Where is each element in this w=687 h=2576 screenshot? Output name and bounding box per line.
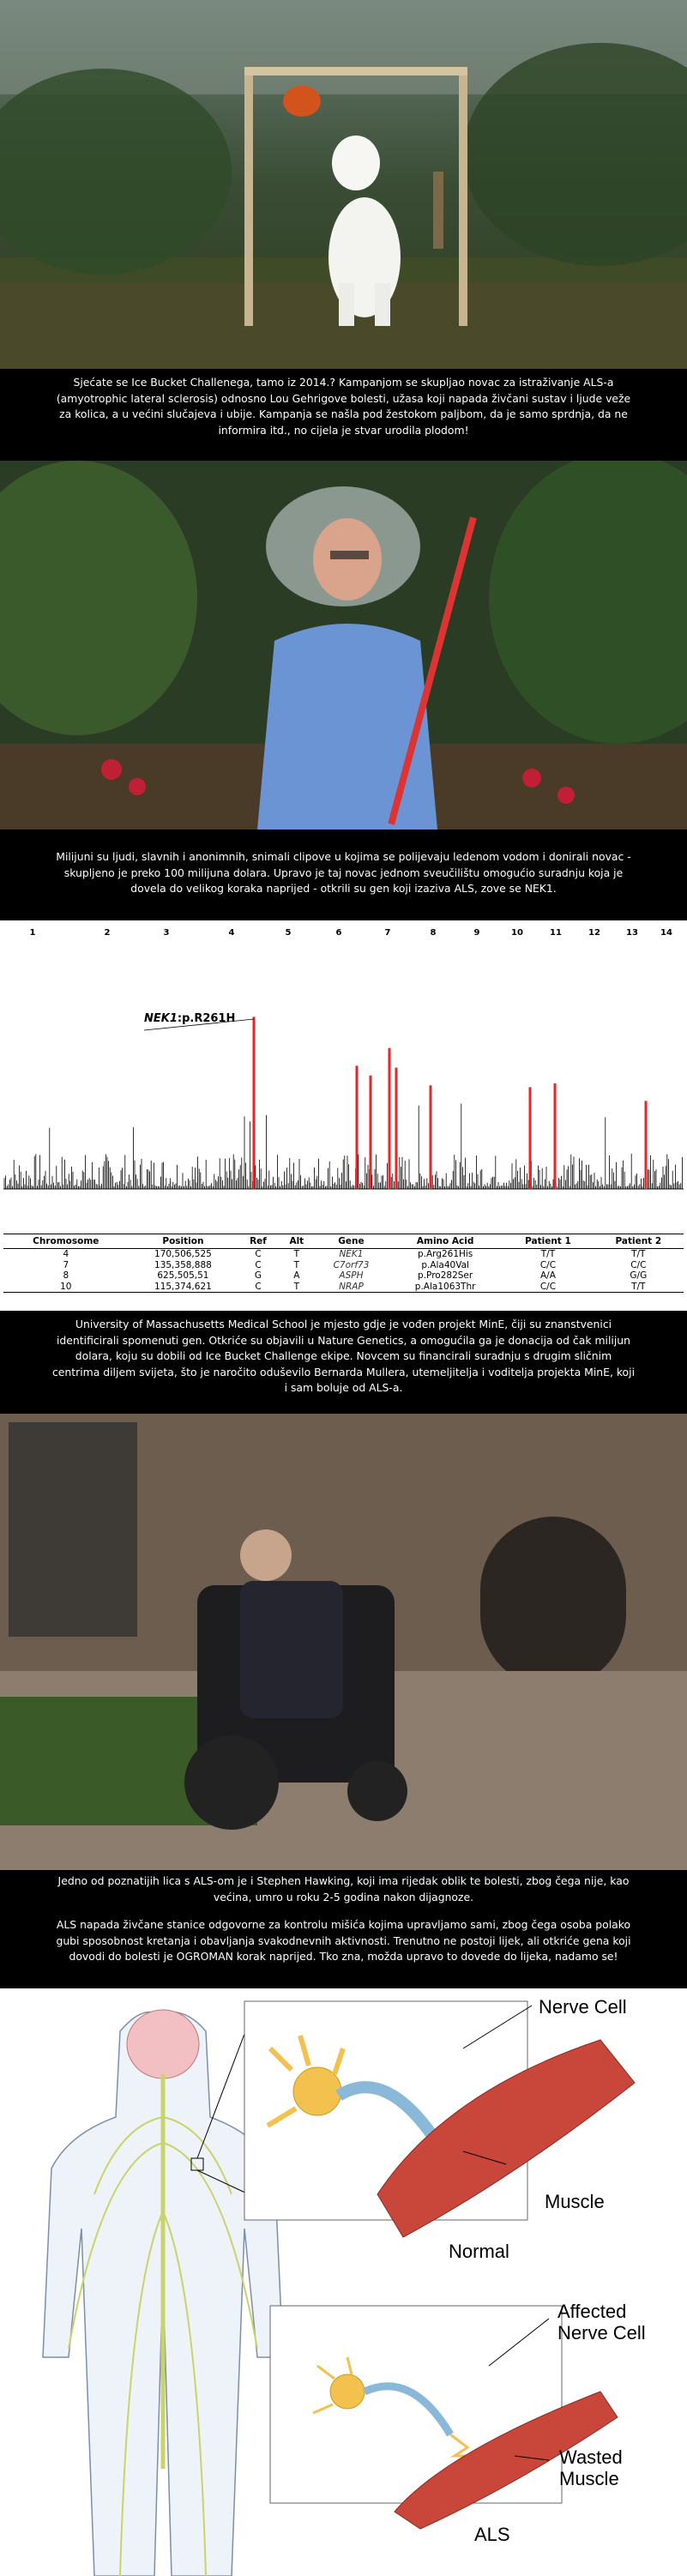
table-cell: 8 xyxy=(63,1270,69,1281)
table-cell: C/C xyxy=(539,1259,557,1270)
label-affected: Affected xyxy=(557,2301,627,2322)
header-alt: Alt xyxy=(279,1234,315,1249)
table-cell: NEK1 xyxy=(339,1249,364,1259)
hawking-photo xyxy=(0,1414,687,1870)
chromosome-tick-11: 11 xyxy=(550,928,562,938)
hawking-caption-text: Jedno od poznatijih lica s ALS-om je i Stephen Hawking, koji ima rijedak oblik te bolesti, zbog čega nije, kao većina, umro u roku 2-5 godina nakon dijagnoze. xyxy=(57,1874,630,1903)
chromosome-tick-7: 7 xyxy=(384,928,391,938)
brain-icon xyxy=(127,2010,199,2078)
nek1-gene-name: NEK1 xyxy=(144,1012,178,1025)
gates-photo-illustration xyxy=(0,461,687,830)
header-ref: Ref xyxy=(238,1234,278,1249)
chromosome-tick-3: 3 xyxy=(163,928,170,938)
table-cell: 115,374,621 xyxy=(129,1282,238,1293)
chromosome-tick-9: 9 xyxy=(473,928,480,938)
umass-caption-text: University of Massachusetts Medical School je mjesto gdje je vođen projekt MinE, čiji su znanstvenici identificirali spomenuti gen. Otkriće su objavili u Nature Genetics, a omogućila ga je donacija od čak milijun dolara, koju su dobili od Ice Bucket Challenge ekipe. Novcem su financirali suradnju s drugim sličnim centrima diljem svijeta, što je naročito oduševilo Bernarda Mullera, utemeljitelja i voditelja projekta MinE, koji i sam boluje od ALS-a. xyxy=(51,1318,636,1394)
table-row xyxy=(3,1260,684,1271)
table-cell: T/T xyxy=(594,1282,684,1293)
chromosome-tick-1: 1 xyxy=(29,928,36,938)
header-chromosome: Chromosome xyxy=(3,1234,129,1249)
chromosome-tick-12: 12 xyxy=(588,928,600,938)
table-cell: 135,358,888 xyxy=(154,1259,212,1270)
table-cell: G xyxy=(254,1270,262,1281)
header-amino-acid: Amino Acid xyxy=(388,1234,503,1249)
table-cell: T/T xyxy=(540,1249,556,1259)
label-als: ALS xyxy=(474,2524,510,2545)
table-cell: C/C xyxy=(503,1282,593,1293)
header-patient-2: Patient 2 xyxy=(594,1234,684,1249)
gene-chart-panel xyxy=(0,920,687,1311)
table-cell: C/C xyxy=(630,1259,647,1270)
table-cell: ASPH xyxy=(339,1270,364,1281)
table-cell: 10 xyxy=(3,1282,129,1293)
chromosome-tick-8: 8 xyxy=(430,928,437,938)
table-cell: 7 xyxy=(63,1259,69,1270)
table-cell: A xyxy=(293,1270,300,1281)
table-cell: T xyxy=(293,1259,300,1270)
variant-table xyxy=(3,1234,684,1293)
label-nerve-cell-2: Nerve Cell xyxy=(557,2322,646,2344)
label-muscle-2: Muscle xyxy=(559,2468,619,2489)
table-cell: 170,506,525 xyxy=(154,1249,212,1259)
nek1-variant: :p.R261H xyxy=(177,1012,236,1025)
chromosome-tick-13: 13 xyxy=(626,928,638,938)
umass-caption xyxy=(0,1317,687,1403)
table-cell: G/G xyxy=(630,1270,648,1281)
chromosome-tick-4: 4 xyxy=(228,928,235,938)
label-muscle: Muscle xyxy=(545,2191,605,2212)
intro-caption xyxy=(0,375,687,459)
dog-ice-bucket-photo xyxy=(0,0,687,369)
table-cell: C xyxy=(255,1259,262,1270)
manhattan-plot xyxy=(0,942,687,1225)
table-cell: T xyxy=(279,1282,315,1293)
chromosome-tick-6: 6 xyxy=(335,928,342,938)
header-position: Position xyxy=(129,1234,238,1249)
table-cell: C7orf73 xyxy=(333,1259,370,1270)
table-cell: T/T xyxy=(631,1249,646,1259)
table-cell: p.Ala40Val xyxy=(421,1259,469,1270)
table-row xyxy=(3,1282,684,1293)
label-normal: Normal xyxy=(449,2241,509,2262)
table-cell: A/A xyxy=(539,1270,556,1281)
table-cell: C xyxy=(238,1282,278,1293)
chromosome-tick-2: 2 xyxy=(104,928,111,938)
als-diagram xyxy=(0,1988,687,2576)
label-wasted: Wasted xyxy=(559,2446,623,2468)
bill-gates-ice-bucket-photo xyxy=(0,461,687,830)
table-cell: p.Pro282Ser xyxy=(418,1270,473,1281)
dog-photo-illustration xyxy=(0,0,687,369)
hawking-caption xyxy=(0,1872,687,1983)
intro-caption-text: Sjećate se Ice Bucket Challenega, tamo iz 2014.? Kampanjom se skupljao novac za istraživanje ALS-a (amyotrophic lateral sclerosis) odnosno Lou Gehrigove bolesti, užasa koji napada živčani sustav i ljude veže za kolica, a u većini slučajeva i ubije. Kampanja se našla pod žestokom paljbom, da je samo sprdnja, da ne informira itd., no cijela je stvar urodila plodom! xyxy=(56,376,631,437)
table-cell: 625,505,51 xyxy=(157,1270,209,1281)
chromosome-tick-14: 14 xyxy=(660,928,672,938)
variant-table-header xyxy=(3,1234,684,1249)
annotation-leader xyxy=(144,1019,254,1030)
header-patient-1: Patient 1 xyxy=(503,1234,593,1249)
table-cell: C xyxy=(255,1249,262,1259)
table-cell: NRAP xyxy=(315,1282,388,1293)
hawking-photo-illustration xyxy=(0,1414,687,1870)
table-row xyxy=(3,1270,684,1282)
chromosome-tick-10: 10 xyxy=(511,928,523,938)
table-cell: T xyxy=(293,1249,300,1259)
table-cell: 4 xyxy=(63,1249,69,1259)
table-cell: p.Ala1063Thr xyxy=(388,1282,503,1293)
table-cell: p.Arg261His xyxy=(417,1249,473,1259)
label-nerve-cell: Nerve Cell xyxy=(539,1996,627,2018)
table-row xyxy=(3,1249,684,1260)
millions-caption xyxy=(0,849,687,909)
header-gene: Gene xyxy=(315,1234,388,1249)
als-caption-text: ALS napada živčane stanice odgovorne za kontrolu mišića kojima upravljamo sami, zbog čega osoba polako gubi sposobnost kretanja i obavljanja svakodnevnih aktivnosti. Trenutno ne postoji lijek, ali otkriće gena koji dovodi do bolesti je OGROMAN korak naprijed. Tko zna, možda upravo to dovede do lijeka, nadamo se! xyxy=(56,1918,631,1963)
chromosome-tick-5: 5 xyxy=(285,928,292,938)
millions-caption-text: Milijuni su ljudi, slavnih i anonimnih, snimali clipove u kojima se polijevaju ledenom vodom i donirali novac - skupljeno je preko 100 milijuna dolara. Upravo je taj novac jednom sveučilištu omogućio suradnju koja je dovela do velikog koraka naprijed - otkrili su gen koji izaziva ALS, zove se NEK1. xyxy=(56,850,631,895)
